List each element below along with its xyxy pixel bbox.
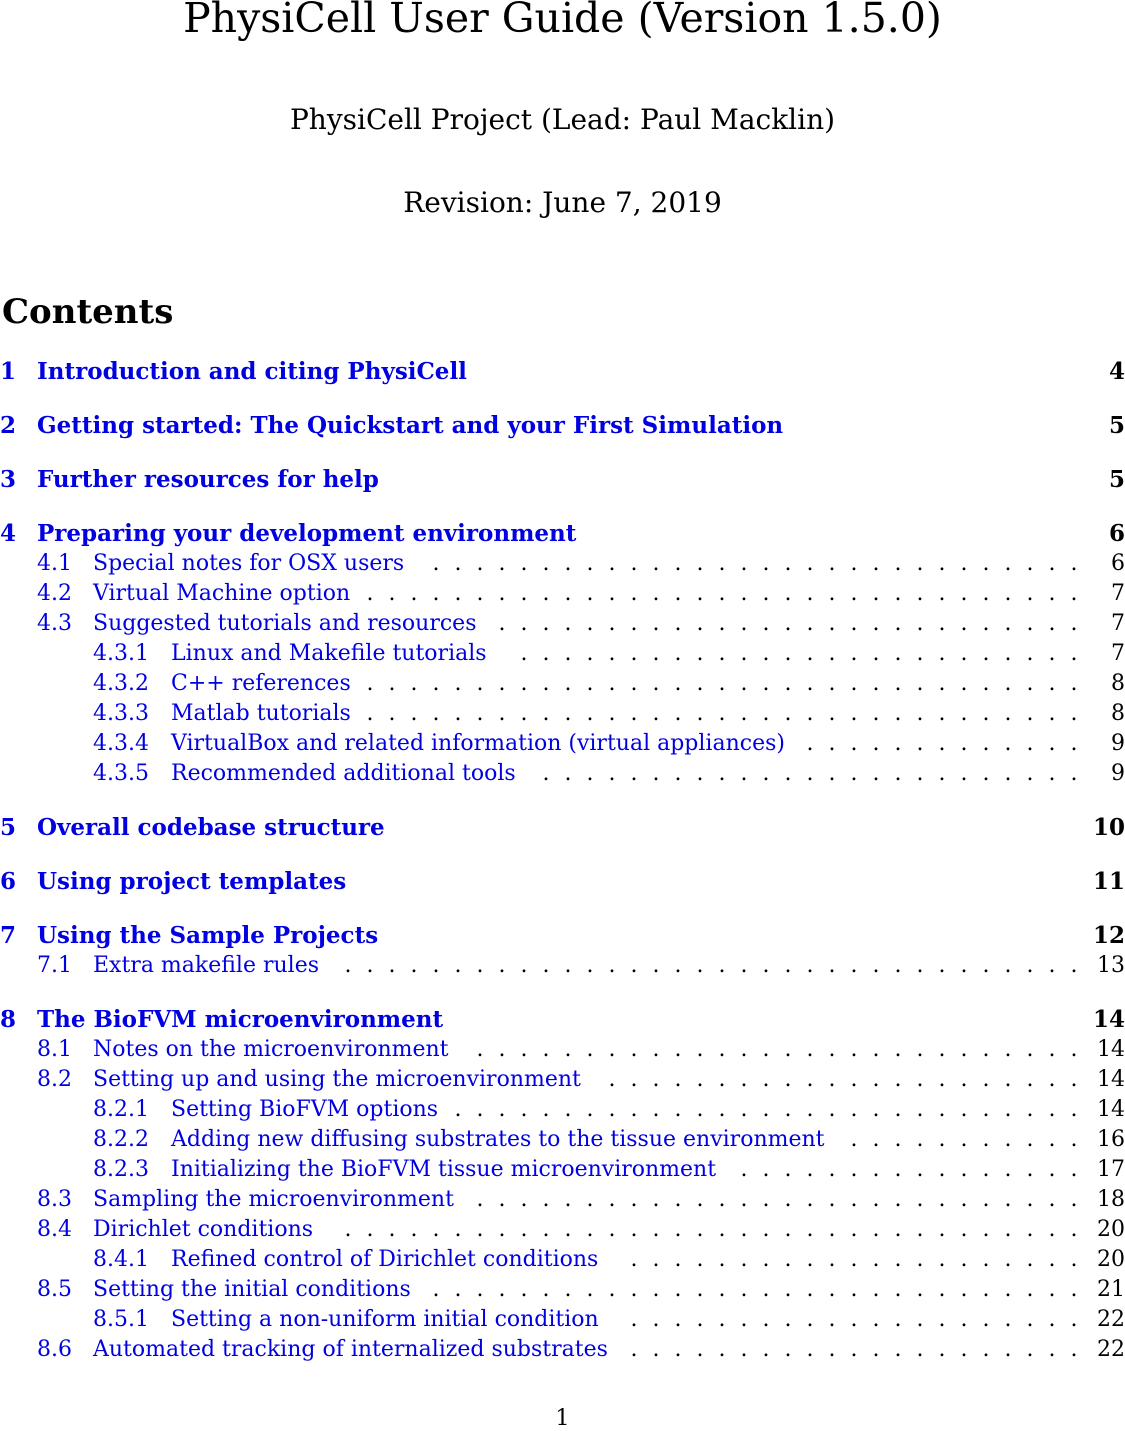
toc-page-number: 22 xyxy=(1097,1307,1125,1332)
toc-title: Linux and Makefile tutorials xyxy=(171,641,487,666)
toc-leader-dots: . . . . . . . . . . . . . . . . . . . . . . . . . . . . . . . . . xyxy=(366,671,1078,696)
toc-page-number: 22 xyxy=(1097,1337,1125,1362)
toc-page-number: 13 xyxy=(1097,953,1125,978)
toc-title: Notes on the microenvironment xyxy=(93,1037,449,1062)
toc-leader-dots: . . . . . . . . . . . . . . . . . . . . . . . . . . . . . . xyxy=(432,1277,1078,1302)
toc-title: Introduction and citing PhysiCell xyxy=(37,358,467,385)
toc-entry[interactable] xyxy=(0,549,1125,579)
toc-title: Getting started: The Quickstart and your First Simulation xyxy=(37,412,784,439)
toc-entry[interactable] xyxy=(0,465,1125,495)
toc-number: 4.2 xyxy=(37,581,72,606)
toc-page-number: 5 xyxy=(1108,466,1125,493)
toc-title: Preparing your development environment xyxy=(37,520,577,547)
toc-title: Virtual Machine option xyxy=(93,581,351,606)
toc-page-number: 17 xyxy=(1097,1157,1125,1182)
toc-page-number: 14 xyxy=(1097,1067,1125,1092)
toc-number: 8.2.1 xyxy=(93,1097,149,1122)
toc-entry[interactable] xyxy=(0,813,1125,843)
toc-number: 8.5 xyxy=(37,1277,72,1302)
toc-leader-dots: . . . . . . . . . . . . . . . . . . . . . . . . . . . xyxy=(498,611,1078,636)
toc-title: Setting the initial conditions xyxy=(93,1277,411,1302)
toc-leader-dots: . . . . . . . . . . . . . . . . . . . . . . . . . . . . . . . . . xyxy=(366,701,1078,726)
toc-number: 8.4.1 xyxy=(93,1247,149,1272)
toc-page-number: 11 xyxy=(1092,868,1125,895)
toc-leader-dots: . . . . . . . . . . . . . . . . . . . . . xyxy=(630,1307,1078,1332)
toc-page-number: 14 xyxy=(1097,1037,1125,1062)
toc-page-number: 16 xyxy=(1097,1127,1125,1152)
toc-entry[interactable] xyxy=(0,729,1125,759)
toc-page-number: 9 xyxy=(1111,731,1125,756)
toc-page-number: 5 xyxy=(1108,412,1125,439)
toc-entry[interactable] xyxy=(0,1185,1125,1215)
toc-title: The BioFVM microenvironment xyxy=(37,1006,444,1033)
toc-title: Extra makefile rules xyxy=(93,953,320,978)
toc-title: VirtualBox and related information (virtual appliances) xyxy=(171,731,785,756)
toc-leader-dots: . . . . . . . . . . . . . . . . . . . . . . . . . . . . xyxy=(476,1187,1078,1212)
toc-page-number: 8 xyxy=(1111,671,1125,696)
toc-page-number: 6 xyxy=(1108,520,1125,547)
toc-entry[interactable] xyxy=(0,579,1125,609)
toc-number: 8 xyxy=(0,1006,17,1033)
toc-page-number: 9 xyxy=(1111,761,1125,786)
toc-title: Suggested tutorials and resources xyxy=(93,611,477,636)
toc-title: Setting BioFVM options xyxy=(171,1097,439,1122)
toc-number: 8.3 xyxy=(37,1187,72,1212)
toc-number: 2 xyxy=(0,412,17,439)
toc-number: 4.1 xyxy=(37,551,72,576)
toc-entry[interactable] xyxy=(0,357,1125,387)
toc-title: Further resources for help xyxy=(37,466,379,493)
toc-entry[interactable] xyxy=(0,1155,1125,1185)
toc-entry[interactable] xyxy=(0,1095,1125,1125)
toc-page-number: 10 xyxy=(1092,814,1125,841)
toc-page-number: 20 xyxy=(1097,1217,1125,1242)
toc-number: 8.5.1 xyxy=(93,1307,149,1332)
toc-title: Recommended additional tools xyxy=(171,761,516,786)
toc-title: Overall codebase structure xyxy=(37,814,385,841)
revision-date: Revision: June 7, 2019 xyxy=(403,186,722,219)
toc-title: Special notes for OSX users xyxy=(93,551,405,576)
toc-title: Sampling the microenvironment xyxy=(93,1187,454,1212)
toc-title: Using the Sample Projects xyxy=(37,922,379,949)
toc-number: 7.1 xyxy=(37,953,72,978)
toc-number: 4.3 xyxy=(37,611,72,636)
toc-page-number: 18 xyxy=(1097,1187,1125,1212)
toc-number: 7 xyxy=(0,922,17,949)
toc-entry[interactable] xyxy=(0,1305,1125,1335)
toc-leader-dots: . . . . . . . . . . . . . . . . . . . . . . . . . . . . . . . . . xyxy=(366,581,1078,606)
toc-entry[interactable] xyxy=(0,951,1125,981)
toc-entry[interactable] xyxy=(0,699,1125,729)
toc-number: 4.3.3 xyxy=(93,701,149,726)
document-title: PhysiCell User Guide (Version 1.5.0) xyxy=(183,0,942,42)
toc-entry[interactable] xyxy=(0,609,1125,639)
toc-entry[interactable] xyxy=(0,1125,1125,1155)
toc-title: Setting a non-uniform initial condition xyxy=(171,1307,599,1332)
toc-entry[interactable] xyxy=(0,867,1125,897)
toc-leader-dots: . . . . . . . . . . . . . . . . . . . . . . . . . . . . . . xyxy=(432,551,1078,576)
toc-title: Initializing the BioFVM tissue microenvironment xyxy=(171,1157,717,1182)
toc-entry[interactable] xyxy=(0,1245,1125,1275)
toc-leader-dots: . . . . . . . . . . . . . . . . xyxy=(740,1157,1078,1182)
toc-title: Matlab tutorials xyxy=(171,701,351,726)
toc-entry[interactable] xyxy=(0,1035,1125,1065)
toc-number: 8.1 xyxy=(37,1037,72,1062)
toc-page-number: 21 xyxy=(1097,1277,1125,1302)
toc-number: 8.2 xyxy=(37,1067,72,1092)
toc-title: Adding new diffusing substrates to the tissue environment xyxy=(171,1127,825,1152)
toc-number: 1 xyxy=(0,358,17,385)
toc-leader-dots: . . . . . . . . . . . xyxy=(850,1127,1078,1152)
toc-page-number: 20 xyxy=(1097,1247,1125,1272)
toc-number: 6 xyxy=(0,868,17,895)
toc-entry[interactable] xyxy=(0,1275,1125,1305)
toc-page-number: 7 xyxy=(1111,611,1125,636)
toc-number: 5 xyxy=(0,814,17,841)
toc-page-number: 8 xyxy=(1111,701,1125,726)
toc-title: Setting up and using the microenvironment xyxy=(93,1067,581,1092)
toc-number: 8.2.3 xyxy=(93,1157,149,1182)
toc-leader-dots: . . . . . . . . . . . . . . . . . . . . . . . . . . . . . . . . . . xyxy=(344,1217,1078,1242)
page-number: 1 xyxy=(555,1406,570,1431)
toc-leader-dots: . . . . . . . . . . . . . . . . . . . . . xyxy=(630,1337,1078,1362)
toc-leader-dots: . . . . . . . . . . . . . xyxy=(806,731,1078,756)
toc-page-number: 7 xyxy=(1111,581,1125,606)
document-author: PhysiCell Project (Lead: Paul Macklin) xyxy=(289,103,836,136)
toc-leader-dots: . . . . . . . . . . . . . . . . . . . . . . . . . . . . . . . . . . xyxy=(344,953,1078,978)
toc-entry[interactable] xyxy=(0,1065,1125,1095)
toc-leader-dots: . . . . . . . . . . . . . . . . . . . . . . . . . . . . . xyxy=(454,1097,1078,1122)
toc-entry[interactable] xyxy=(0,1005,1125,1035)
toc-entry[interactable] xyxy=(0,1335,1125,1365)
toc-page-number: 14 xyxy=(1092,1006,1125,1033)
toc-leader-dots: . . . . . . . . . . . . . . . . . . . . . . . . . xyxy=(542,761,1078,786)
toc-number: 4.3.1 xyxy=(93,641,149,666)
toc-entry[interactable] xyxy=(0,669,1125,699)
toc-page-number: 14 xyxy=(1097,1097,1125,1122)
toc-title: Using project templates xyxy=(37,868,347,895)
toc-entry[interactable] xyxy=(0,411,1125,441)
toc-title: Dirichlet conditions xyxy=(93,1217,314,1242)
toc-page-number: 4 xyxy=(1108,358,1125,385)
toc-number: 4.3.2 xyxy=(93,671,149,696)
toc-entry[interactable] xyxy=(0,639,1125,669)
toc-number: 8.6 xyxy=(37,1337,72,1362)
toc-entry[interactable] xyxy=(0,921,1125,951)
toc-number: 4 xyxy=(0,520,17,547)
toc-leader-dots: . . . . . . . . . . . . . . . . . . . . . . . . . . xyxy=(520,641,1078,666)
toc-entry[interactable] xyxy=(0,759,1125,789)
contents-heading: Contents xyxy=(2,292,174,332)
toc-number: 4.3.4 xyxy=(93,731,149,756)
toc-leader-dots: . . . . . . . . . . . . . . . . . . . . . . xyxy=(608,1067,1078,1092)
toc-entry[interactable] xyxy=(0,1215,1125,1245)
toc-page-number: 6 xyxy=(1111,551,1125,576)
toc-title: Automated tracking of internalized substrates xyxy=(93,1337,608,1362)
toc-number: 3 xyxy=(0,466,17,493)
toc-number: 8.4 xyxy=(37,1217,72,1242)
toc-leader-dots: . . . . . . . . . . . . . . . . . . . . . . . . . . . . xyxy=(476,1037,1078,1062)
toc-leader-dots: . . . . . . . . . . . . . . . . . . . . . xyxy=(630,1247,1078,1272)
toc-title: C++ references xyxy=(171,671,351,696)
toc-number: 8.2.2 xyxy=(93,1127,149,1152)
toc-page-number: 7 xyxy=(1111,641,1125,666)
toc-entry[interactable] xyxy=(0,519,1125,549)
toc-number: 4.3.5 xyxy=(93,761,149,786)
toc-page-number: 12 xyxy=(1092,922,1125,949)
toc-title: Refined control of Dirichlet conditions xyxy=(171,1247,599,1272)
